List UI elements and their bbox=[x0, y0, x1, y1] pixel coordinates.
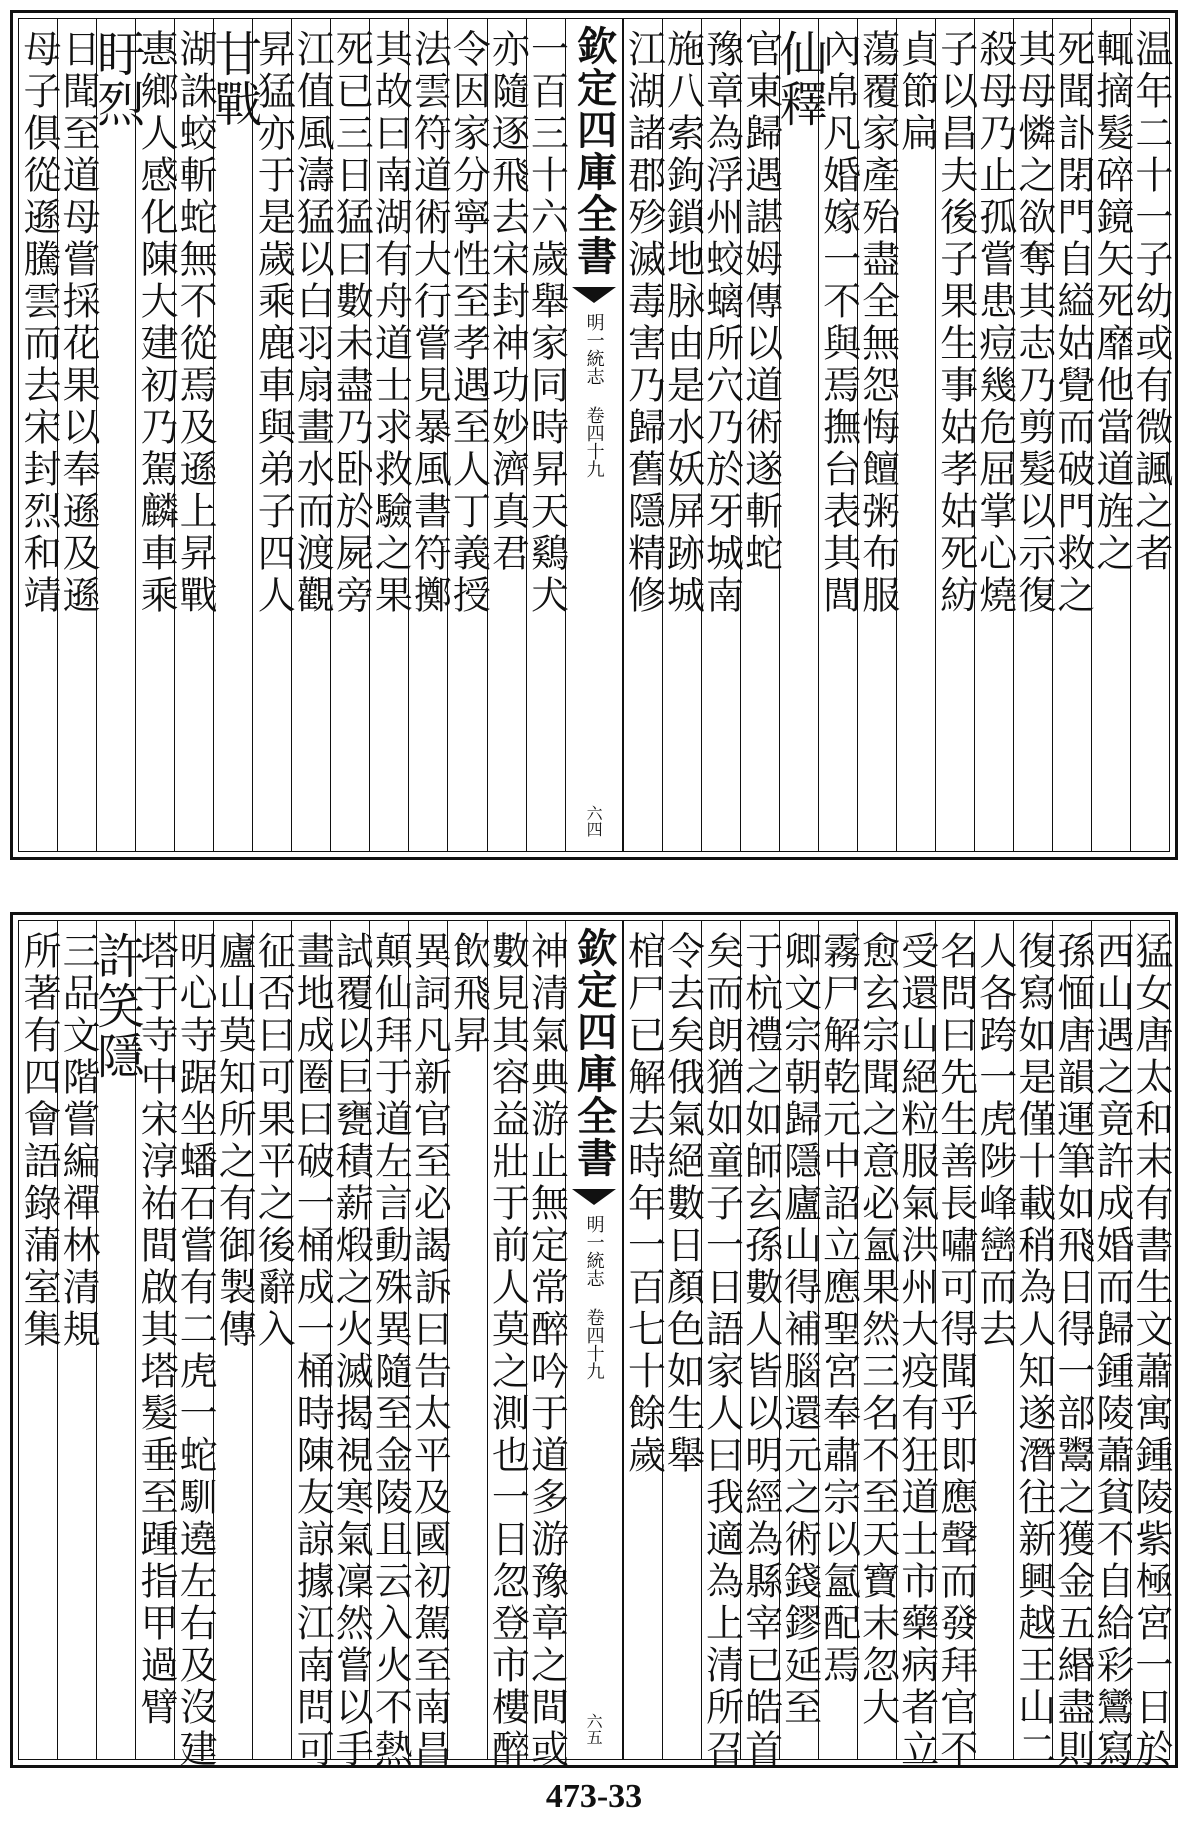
column-text: 法雲符道術大行嘗見暴風書符擲 bbox=[407, 29, 452, 617]
column-text: 異詞凡新官至必謁訴曰告太平及國初駕至南昌 bbox=[407, 931, 452, 1771]
column-text: 人各跨一虎陟峰巒而去 bbox=[972, 931, 1017, 1351]
column-text: 昇猛亦于是歲乘鹿車與弟子四人 bbox=[251, 29, 296, 617]
column-text: 試覆以巨甕積薪煅之火滅揭視寒氣凜然嘗以手 bbox=[329, 931, 374, 1771]
bottom-page-block bbox=[10, 912, 1178, 1771]
book-spine bbox=[565, 19, 623, 851]
volume-label: 明一統志 卷四十九 bbox=[583, 1215, 605, 1380]
text-column bbox=[972, 19, 1017, 851]
text-column bbox=[88, 19, 145, 851]
column-text: 征否曰可果平之後辭入 bbox=[251, 931, 296, 1351]
column-text: 所著有四會語錄蒲室集 bbox=[17, 931, 62, 1351]
column-text: 官東歸遇諶姆傳以道術遂斬蛇 bbox=[738, 29, 783, 575]
text-column bbox=[524, 921, 569, 1771]
text-column bbox=[1050, 921, 1095, 1771]
text-column bbox=[251, 19, 296, 851]
top-page-columns bbox=[17, 18, 1173, 852]
text-column bbox=[446, 921, 491, 1759]
text-column bbox=[17, 921, 62, 1759]
text-column bbox=[816, 921, 861, 1759]
column-text: 江值風濤猛以白羽扇畫水而渡觀 bbox=[290, 29, 335, 617]
text-column bbox=[205, 19, 262, 851]
column-text: 死已三日猛曰數未盡乃卧於屍旁 bbox=[329, 29, 374, 617]
column-text: 令因家分寧性至孝遇至人丁義授 bbox=[446, 29, 491, 617]
column-text: 貞節扁 bbox=[894, 29, 939, 155]
section-heading: 仙釋 bbox=[771, 29, 828, 129]
text-column bbox=[1089, 19, 1134, 851]
text-column bbox=[699, 921, 744, 1771]
text-column bbox=[290, 19, 335, 851]
column-text: 矣而朗猶如童子一日語家人曰我適為上清所召 bbox=[699, 931, 744, 1771]
column-text: 廬山莫知所之有御製傳 bbox=[212, 931, 257, 1351]
text-column bbox=[738, 921, 783, 1771]
text-column bbox=[771, 19, 828, 851]
column-text: 子以昌夫後子果生事姑孝姑死紡 bbox=[933, 29, 978, 617]
text-column bbox=[446, 19, 491, 851]
fishtail-mark bbox=[572, 287, 616, 303]
text-column bbox=[660, 921, 705, 1759]
column-text: 惠鄉人感化陳大建初乃駕麟車乘 bbox=[134, 29, 179, 617]
book-spine bbox=[565, 921, 623, 1759]
column-text: 卿文宗朝歸隱廬山得補腦還元之術錢鏐延至 bbox=[777, 931, 822, 1729]
text-column bbox=[524, 19, 569, 851]
text-column bbox=[660, 19, 705, 851]
text-column bbox=[290, 921, 335, 1771]
text-column bbox=[407, 19, 452, 851]
column-text: 死聞訃閉門自縊姑覺而破門救之 bbox=[1050, 29, 1095, 617]
text-column bbox=[173, 921, 218, 1771]
column-text: 母子俱從遜騰雲而去宋封烈和靖 bbox=[17, 29, 62, 617]
top-page-block bbox=[10, 10, 1178, 860]
column-text: 愈玄宗聞之意必氳果然三名不至天寶末忽大 bbox=[855, 931, 900, 1729]
text-column bbox=[894, 19, 939, 851]
text-column bbox=[1050, 19, 1095, 851]
column-text: 施八索鉤鎖地脉由是水妖屏跡城 bbox=[660, 29, 705, 617]
leaf-number: 六四 bbox=[584, 805, 604, 837]
text-column bbox=[134, 921, 179, 1759]
text-column bbox=[1011, 921, 1056, 1771]
column-text: 塔于寺中宋淳祐間啟其塔髮垂至踵指甲過臂 bbox=[134, 931, 179, 1729]
column-text: 數見其容益壯于前人莫之測也一日忽登市樓醉 bbox=[485, 931, 530, 1771]
column-text: 三品文階嘗編禪林清規 bbox=[56, 931, 101, 1351]
column-text: 江湖諸郡殄滅毒害乃歸舊隱精修 bbox=[621, 29, 666, 617]
column-text: 孫愐唐韻運筆如飛日得一部鬻之獲金五緡盡則 bbox=[1050, 931, 1095, 1771]
column-text: 豫章為浮州蛟螭所穴乃於牙城南 bbox=[699, 29, 744, 617]
column-text: 蕩覆家產殆盡全無怨悔饘粥布服 bbox=[855, 29, 900, 617]
book-title: 欽定四庫全書 bbox=[570, 927, 618, 1179]
leaf-number: 六五 bbox=[584, 1713, 604, 1745]
name-heading: 甘戰 bbox=[205, 29, 262, 129]
volume-label: 明一統志 卷四十九 bbox=[583, 313, 605, 478]
column-text: 內帛凡婚嫁一不與焉撫台表其閭 bbox=[816, 29, 861, 617]
column-text: 于杭禮之如師玄孫數人皆以明經為縣宰已皓首 bbox=[738, 931, 783, 1771]
text-column bbox=[621, 19, 666, 851]
text-column bbox=[134, 19, 179, 851]
text-column bbox=[1089, 921, 1134, 1771]
text-column bbox=[368, 19, 413, 851]
text-column bbox=[777, 921, 822, 1759]
name-heading: 許笑隱 bbox=[88, 931, 145, 1081]
column-text: 日聞至道母嘗採花果以奉遜及遜 bbox=[56, 29, 101, 617]
column-text: 温年二十一子幼或有微諷之者 bbox=[1128, 29, 1173, 575]
text-column bbox=[1128, 921, 1173, 1771]
column-text: 湖誅蛟斬蛇無不從焉及遜上昇戰 bbox=[173, 29, 218, 617]
text-column bbox=[88, 921, 145, 1759]
text-column bbox=[329, 921, 374, 1771]
text-column bbox=[485, 921, 530, 1771]
book-title: 欽定四庫全書 bbox=[570, 25, 618, 277]
text-column bbox=[407, 921, 452, 1771]
column-text: 復寫如是僅十載稍為人知遂潛往新興越王山二 bbox=[1011, 931, 1056, 1771]
text-column bbox=[621, 921, 666, 1759]
text-column bbox=[1128, 19, 1173, 851]
column-text: 其故曰南湖有舟道士求救驗之果 bbox=[368, 29, 413, 617]
text-column bbox=[855, 19, 900, 851]
column-text: 名問曰先生善長嘯可得聞乎即應聲而發拜官不 bbox=[933, 931, 978, 1771]
text-column bbox=[368, 921, 413, 1771]
text-column bbox=[1011, 19, 1056, 851]
text-column bbox=[329, 19, 374, 851]
text-column bbox=[972, 921, 1017, 1759]
column-text: 棺尸已解去時年一百七十餘歲 bbox=[621, 931, 666, 1477]
column-text: 神清氣典游止無定常醉吟于道多游豫章之間或 bbox=[524, 931, 569, 1771]
text-column bbox=[738, 19, 783, 851]
column-text: 令去矣俄氣絕數日顏色如生舉 bbox=[660, 931, 705, 1477]
column-text: 一百三十六歲舉家同時昇天鷄犬 bbox=[524, 29, 569, 617]
column-text: 其母憐之欲奪其志乃剪髮以示復 bbox=[1011, 29, 1056, 617]
text-column bbox=[173, 19, 218, 851]
column-text: 明心寺踞坐蟠石嘗有二虎一蛇馴遶左右及沒建 bbox=[173, 931, 218, 1771]
text-column bbox=[17, 19, 62, 851]
column-text: 亦隨逐飛去宋封神功妙濟真君 bbox=[485, 29, 530, 575]
column-text: 猛女唐太和末有書生文蕭寓鍾陵紫極宮一日於 bbox=[1128, 931, 1173, 1771]
text-column bbox=[933, 921, 978, 1771]
text-column bbox=[485, 19, 530, 851]
name-heading: 盱烈 bbox=[88, 29, 145, 129]
column-text: 畫地成圈曰破一桶成一桶時陳友諒據江南問可 bbox=[290, 931, 335, 1771]
fishtail-mark bbox=[572, 1189, 616, 1205]
text-column bbox=[855, 921, 900, 1759]
bottom-page-columns bbox=[17, 920, 1173, 1771]
column-text: 殺母乃止孤嘗患痘幾危屈掌心燒 bbox=[972, 29, 1017, 617]
column-text: 西山遇之竟許成婚而歸鍾陵蕭貧不自給彩鸞寫 bbox=[1089, 931, 1134, 1771]
text-column bbox=[894, 921, 939, 1771]
text-column bbox=[212, 921, 257, 1759]
page-code: 473-33 bbox=[545, 1778, 643, 1815]
text-column bbox=[816, 19, 861, 851]
text-column bbox=[56, 19, 101, 851]
column-text: 霧尸解乾元中詔立應聖宮奉肅宗以氳配焉 bbox=[816, 931, 861, 1687]
column-text: 輒摘髮碎鏡矢死靡他當道旌之 bbox=[1089, 29, 1134, 575]
column-text: 顛仙拜于道左言動殊異隨至金陵且云入火不熱 bbox=[368, 931, 413, 1771]
text-column bbox=[933, 19, 978, 851]
text-column bbox=[699, 19, 744, 851]
column-text: 受還山絕粒服氣洪州大疫有狂道士市藥病者立 bbox=[894, 931, 939, 1771]
text-column bbox=[251, 921, 296, 1759]
column-text: 飲飛昇 bbox=[446, 931, 491, 1057]
